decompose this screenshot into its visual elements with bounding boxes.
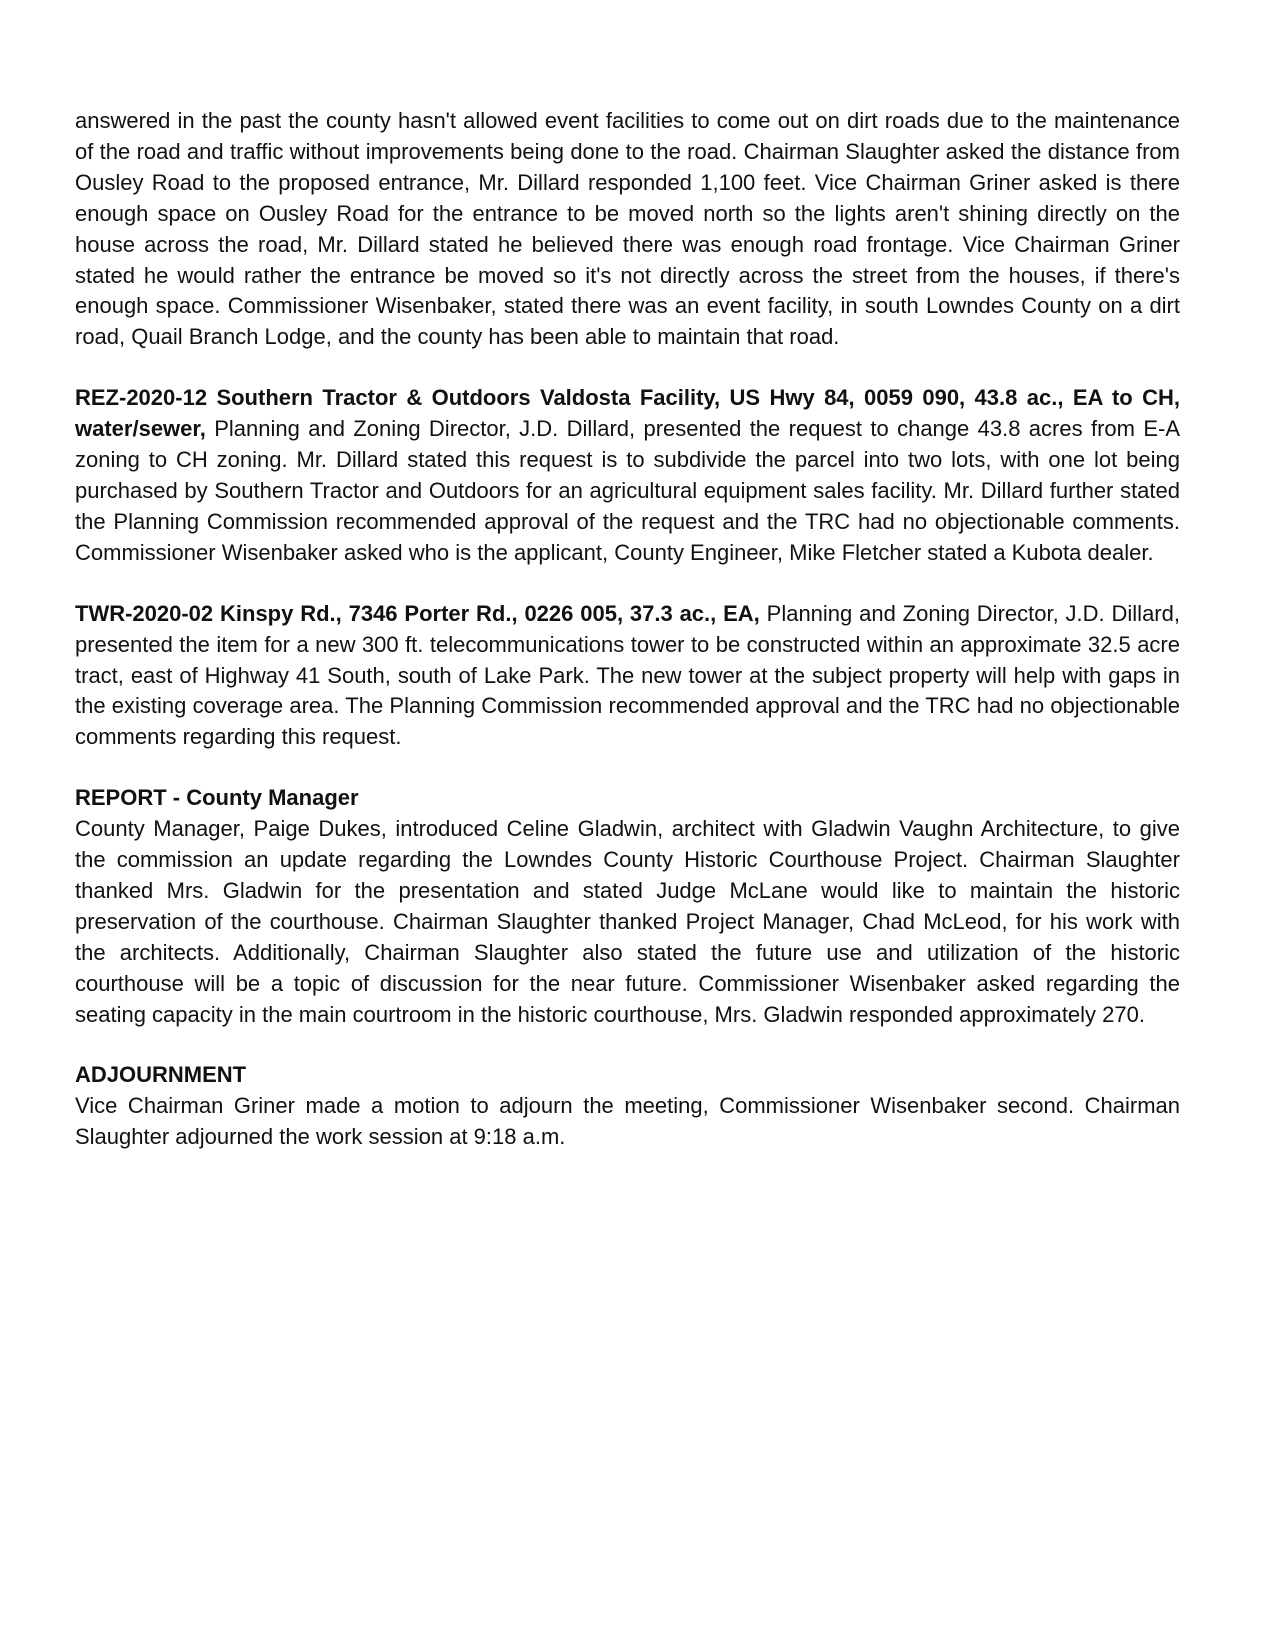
twr-2020-02-body: Planning and Zoning Director, J.D. Dillard, presented the item for a new 300 ft. telecommunications tower to be constructed within an approximate 32.5 acre tract, east of Highway 41 South, south of Lake Park. The new tower at the subject property will help with gaps in the existing coverage area. The Planning Commission recommended approval and the TRC had no objectionable comments regarding this request.: [75, 600, 1180, 750]
report-section: [75, 783, 1180, 1030]
report-body: County Manager, Paige Dukes, introduced Celine Gladwin, architect with Gladwin Vaughn Architecture, to give the commission an update regarding the Lowndes County Historic Courthouse Project. Chairman Slaughter thanked Mrs. Gladwin for the presentation and stated Judge McLane would like to maintain the historic preservation of the courthouse. Chairman Slaughter thanked Project Manager, Chad McLeod, for his work with the architects. Additionally, Chairman Slaughter also stated the future use and utilization of the historic courthouse will be a topic of discussion for the near future. Commissioner Wisenbaker asked regarding the seating capacity in the main courtroom in the historic courthouse, Mrs. Gladwin responded approximately 270.: [75, 816, 1180, 1027]
minutes-page: [75, 106, 1180, 1183]
rez-2020-12-lead: REZ-2020-12 Southern Tractor & Outdoors Valdosta Facility, US Hwy 84, 0059 090, 43.8 ac., EA to CH, water/sewer,: [75, 385, 1180, 442]
twr-2020-02-lead: TWR-2020-02 Kinspy Rd., 7346 Porter Rd., 0226 005, 37.3 ac., EA,: [75, 600, 760, 626]
adjournment-heading: ADJOURNMENT: [75, 1062, 247, 1088]
adjournment-body: Vice Chairman Griner made a motion to adjourn the meeting, Commissioner Wisenbaker second. Chairman Slaughter adjourned the work session at 9:18 a.m.: [75, 1093, 1180, 1150]
rez-2020-12-body: Planning and Zoning Director, J.D. Dillard, presented the request to change 43.8 acres from E-A zoning to CH zoning. Mr. Dillard stated this request is to subdivide the parcel into two lots, with one lot being purchased by Southern Tractor and Outdoors for an agricultural equipment sales facility. Mr. Dillard further stated the Planning Commission recommended approval of the request and the TRC had no objectionable comments. Commissioner Wisenbaker asked who is the applicant, County Engineer, Mike Fletcher stated a Kubota dealer.: [75, 416, 1180, 565]
continued-paragraph: answered in the past the county hasn't allowed event facilities to come out on dirt roads due to the maintenance of the road and traffic without improvements being done to the road. Chairman Slaughter asked the distance from Ousley Road to the proposed entrance, Mr. Dillard responded 1,100 feet. Vice Chairman Griner asked is there enough space on Ousley Road for the entrance to be moved north so the lights aren't shining directly on the house across the road, Mr. Dillard stated he believed there was enough road frontage. Vice Chairman Griner stated he would rather the entrance be moved so it's not directly across the street from the houses, if there's enough space. Commissioner Wisenbaker, stated there was an event facility, in south Lowndes County on a dirt road, Quail Branch Lodge, and the county has been able to maintain that road.: [75, 108, 1180, 350]
twr-2020-02-paragraph: [75, 599, 1180, 754]
rez-2020-12-paragraph: [75, 383, 1180, 568]
report-heading: REPORT - County Manager: [75, 785, 359, 811]
adjournment-section: [75, 1060, 1180, 1153]
